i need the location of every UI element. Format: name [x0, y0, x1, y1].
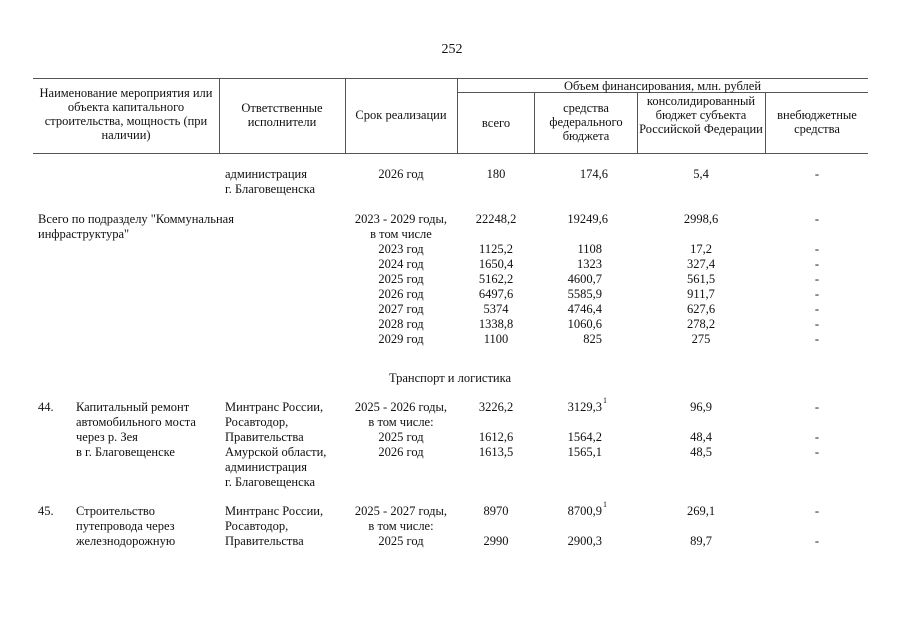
item-regional: 269,1: [686, 504, 716, 518]
header-divider: [219, 78, 220, 153]
year-total: 5162,2: [478, 272, 514, 286]
year-regional: 278,2: [686, 317, 716, 331]
header-regional: консолидированный бюджет субъекта Российской Федерации: [639, 94, 763, 136]
year-term: 2027 год: [378, 302, 424, 316]
item-name: Капитальный ремонт: [76, 400, 190, 414]
year-regional: 275: [691, 332, 711, 346]
year-federal: 4746,4: [567, 302, 602, 316]
year-extra: -: [814, 445, 820, 459]
year-regional: 89,7: [690, 534, 712, 548]
item-term: 2025 - 2026 годы,: [354, 400, 448, 414]
item-executor: Минтранс России,: [225, 504, 324, 518]
item-name: автомобильного моста: [76, 415, 196, 429]
item-executor: Росавтодор,: [225, 415, 289, 429]
year-total: 1338,8: [478, 317, 514, 331]
header-name: Наименование мероприятия или объекта капитального строительства, мощность (при наличии): [39, 86, 213, 142]
year-extra: -: [814, 317, 820, 331]
item-extra: -: [814, 504, 820, 518]
year-total: 5374: [483, 302, 509, 316]
item-name: в г. Благовещенске: [76, 445, 175, 459]
item-federal: 8700,9: [567, 504, 602, 518]
year-regional: 48,5: [690, 445, 712, 459]
year-extra: -: [814, 534, 820, 548]
year-regional: 561,5: [686, 272, 716, 286]
header-total: всего: [481, 116, 511, 130]
item-executor: Минтранс России,: [225, 400, 324, 414]
item-term: 2025 - 2027 годы,: [354, 504, 448, 518]
year-federal: 825: [583, 332, 602, 346]
year-regional: 911,7: [687, 287, 715, 301]
header-extra: внебюджетные средства: [777, 108, 857, 136]
row-extra: -: [814, 167, 820, 181]
item-executor: Росавтодор,: [225, 519, 289, 533]
year-extra: -: [814, 430, 820, 444]
item-term: в том числе:: [368, 519, 434, 533]
year-federal: 1323: [577, 257, 602, 271]
item-term: в том числе:: [368, 415, 434, 429]
year-regional: 48,4: [690, 430, 712, 444]
year-regional: 17,2: [690, 242, 712, 256]
item-executor: администрация: [225, 460, 307, 474]
year-federal: 1564,2: [567, 430, 602, 444]
item-number: 45.: [38, 504, 54, 518]
year-regional: 327,4: [686, 257, 716, 271]
year-extra: -: [814, 272, 820, 286]
row-executor: г. Благовещенска: [225, 182, 316, 196]
header-executors: Ответственные исполнители: [241, 101, 323, 129]
header-federal: средства федерального бюджета: [549, 101, 623, 143]
item-name: железнодорожную: [76, 534, 176, 548]
year-total: 2990: [483, 534, 509, 548]
year-term: 2025 год: [378, 430, 424, 444]
section-title: Транспорт и логистика: [388, 371, 512, 385]
item-total: 8970: [483, 504, 509, 518]
year-federal: 5585,9: [567, 287, 602, 301]
footnote-mark: 1: [603, 500, 607, 509]
row-term: 2026 год: [378, 167, 424, 181]
year-extra: -: [814, 302, 820, 316]
year-term: 2028 год: [378, 317, 424, 331]
header-bottom-border: [33, 153, 868, 154]
year-total: 6497,6: [478, 287, 514, 301]
subtotal-term: в том числе: [370, 227, 432, 241]
header-funding: Объем финансирования, млн. рублей: [563, 79, 762, 93]
subtotal-federal: 19249,6: [567, 212, 608, 226]
year-federal: 1060,6: [567, 317, 602, 331]
subtotal-name: Всего по подразделу "Коммунальная: [38, 212, 234, 226]
item-regional: 96,9: [690, 400, 712, 414]
header-term: Срок реализации: [355, 108, 447, 122]
row-total: 180: [486, 167, 506, 181]
year-term: 2026 год: [378, 445, 424, 459]
row-executor: администрация: [225, 167, 307, 181]
footnote-mark: 1: [603, 396, 607, 405]
year-federal: 1565,1: [567, 445, 602, 459]
item-name: через р. Зея: [76, 430, 138, 444]
item-name: путепровода через: [76, 519, 175, 533]
year-term: 2029 год: [378, 332, 424, 346]
year-total: 1613,5: [478, 445, 514, 459]
item-executor: г. Благовещенска: [225, 475, 316, 489]
header-divider: [457, 78, 458, 153]
year-extra: -: [814, 287, 820, 301]
year-total: 1612,6: [478, 430, 514, 444]
year-regional: 627,6: [686, 302, 716, 316]
item-executor: Правительства: [225, 534, 304, 548]
year-term: 2025 год: [378, 534, 424, 548]
item-total: 3226,2: [478, 400, 514, 414]
year-term: 2025 год: [378, 272, 424, 286]
year-extra: -: [814, 332, 820, 346]
subtotal-term: 2023 - 2029 годы,: [354, 212, 448, 226]
subtotal-name: инфраструктура": [38, 227, 130, 241]
item-number: 44.: [38, 400, 54, 414]
header-divider: [637, 92, 638, 153]
row-regional: 5,4: [693, 167, 709, 181]
subtotal-extra: -: [814, 212, 820, 226]
subtotal-regional: 2998,6: [683, 212, 719, 226]
item-executor: Амурской области,: [225, 445, 327, 459]
year-total: 1100: [483, 332, 509, 346]
item-name: Строительство: [76, 504, 156, 518]
item-executor: Правительства: [225, 430, 304, 444]
year-total: 1125,2: [479, 242, 513, 256]
page-number: 252: [441, 42, 463, 57]
year-federal: 1108: [577, 242, 602, 256]
year-term: 2026 год: [378, 287, 424, 301]
header-divider: [534, 92, 535, 153]
year-term: 2023 год: [378, 242, 424, 256]
year-federal: 4600,7: [567, 272, 602, 286]
year-term: 2024 год: [378, 257, 424, 271]
subtotal-total: 22248,2: [475, 212, 517, 226]
year-total: 1650,4: [478, 257, 514, 271]
year-extra: -: [814, 257, 820, 271]
year-federal: 2900,3: [567, 534, 602, 548]
row-federal: 174,6: [579, 167, 608, 181]
header-divider: [345, 78, 346, 153]
header-divider: [765, 92, 766, 153]
item-extra: -: [814, 400, 820, 414]
item-federal: 3129,3: [567, 400, 602, 414]
year-extra: -: [814, 242, 820, 256]
